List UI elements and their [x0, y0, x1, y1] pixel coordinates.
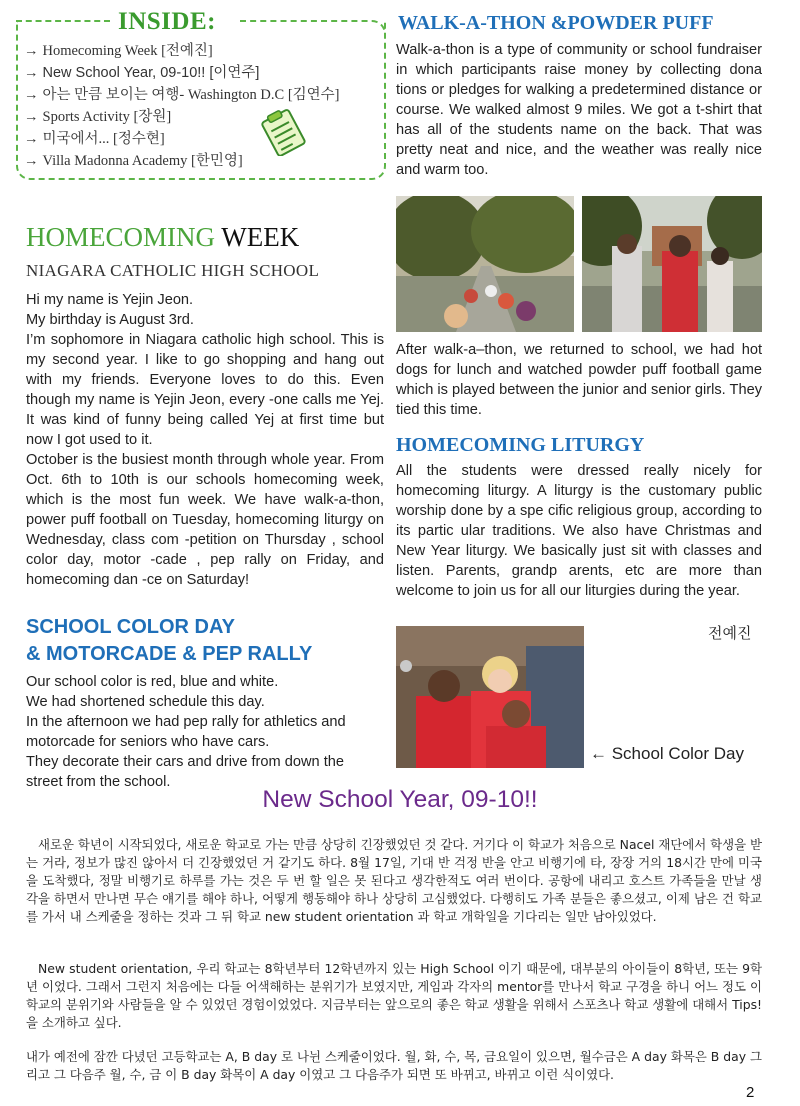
arrow-icon: → [24, 131, 39, 147]
arrow-icon: → [24, 65, 39, 81]
paragraph: Hi my name is Yejin Jeon. [26, 292, 194, 308]
school-name: NIAGARA CATHOLIC HIGH SCHOOL [26, 261, 320, 280]
paragraph: They decorate their cars and drive from down the street from the school. [26, 754, 344, 790]
arrow-icon: → [24, 43, 39, 59]
inside-item[interactable]: → New School Year, 09-10!! [이연주] [24, 65, 260, 81]
korean-paragraph: New student orientation, 우리 학교는 8학년부터 12학년까지 있는 High School 이기 때문에, 대부분의 아이들이 8학년, 또는 9학년 이었다. 그래서 그런지 처음에는 다들 어색해하는 분위기가 보였지만, 게임과 각자의 mentor를 만나서 학교 구경을 하니 어느 정도 이학교의 분위기와 사람들을 알 수 있었던 경험이었었다. 지금부터는 앞으로의 좋은 학교 생활을 위해서 스포츠나 학교 생활에 대해서 Tips! 을 소개하고 싶다. [26, 961, 762, 1030]
korean-paragraph: 새로운 학년이 시작되었다, 새로운 학교로 가는 만큼 상당히 긴장했었던 것 같다. 거기다 이 학교가 처음으로 Nacel 재단에서 학생을 받는 거라, 정보가 많진 않아서 더 긴장했었던 거 같기도 하다. 8월 17일, 기대 반 걱정 반을 안고 비행기에 타, 장장 거의 18시간 만에 미국을 도착했다, 정말 비행기로 하루를 가는 것은 두 번 할 일은 못 된다고 생각한적도 여러 번이다. 공항에 내리고 호스트 가족들을 만날 생각을 하면서 만나면 무슨 얘기를 해야 하나, 어떻게 행동해야 하나 상당히 고심했었다. 다행히도 가족 분들은 좋으셨고, 이제 남은 건 학교를 가서 내 스케줄을 정하는 것과 그 뒤 학교 new student orientation 과 학교 개학일을 기다리는 일만 남아있었다. [26, 837, 762, 924]
paragraph: In the afternoon we had pep rally for athletics and motorcade for seniors who have cars. [26, 714, 346, 750]
arrow-icon: → [24, 109, 39, 125]
paragraph: We had shortened schedule this day. [26, 694, 265, 710]
arrow-icon: → [24, 87, 39, 103]
powderpuff-text: After walk-a–thon, we returned to school, we had hot dogs for lunch and watched powder puff football game which is played between the junior and senior girls. They tied this time. [396, 342, 762, 418]
color-day-heading: SCHOOL COLOR DAY & MOTORCADE & PEP RALLY [26, 616, 313, 665]
inside-item[interactable]: → Sports Activity [장원] [24, 109, 172, 125]
author-signature: 전예진 [708, 625, 752, 642]
color-day-photo[interactable] [396, 626, 584, 768]
inside-item[interactable]: → 아는 만큼 보이는 여행- Washington D.C [김연수] [24, 87, 340, 103]
liturgy-text: All the students were dressed really nicely for homecoming liturgy. A liturgy is the customary public worship done by a spe cific religious group, according to its partic ular traditions. We also have Christmas and New Year liturgy. We basically just sit with classes and listen. Parents, grandp arents, etc are more than welcome to join us for all our liturgies during the year. [396, 463, 762, 599]
korean-paragraph: 내가 예전에 잠깐 다녔던 고등학교는 A, B day 로 나뉜 스케줄이었다. 월, 화, 수, 목, 금요일이 있으면, 월수금은 A day 화목은 B day 그리고 그 다음주 월, 수, 금 이 B day 화목이 A day 이였고 그 다음주가 되면 또 바뀌고, 바뀌고 이런 식이였다. [26, 1049, 762, 1082]
walkathon-photo-1[interactable] [396, 196, 574, 332]
liturgy-heading: HOMECOMING LITURGY [396, 434, 645, 456]
walkathon-text: Walk-a-thon is a type of community or school fundraiser in which participants raise money by collecting dona tions or pledges for walking a predetermined distance or course. We walked almost 9 miles. We got a t-shirt that has all of the students name on the back. That was pretty neat and nice, and the weather was really nice and warm too. [396, 42, 762, 178]
walkathon-photo-2[interactable] [582, 196, 762, 332]
photo-caption: ← School Color Day [590, 744, 745, 763]
walkathon-heading: WALK-A-THON &POWDER PUFF [398, 12, 714, 34]
inside-item[interactable]: → Villa Madonna Academy [한민영] [24, 153, 243, 169]
paragraph: Our school color is red, blue and white. [26, 674, 279, 690]
inside-border-left [16, 20, 110, 22]
color-day-text [26, 672, 384, 792]
page-number: 2 [746, 1084, 755, 1101]
clipboard-icon [258, 108, 308, 156]
paragraph: My birthday is August 3rd. [26, 312, 194, 328]
paragraph: I’m sophomore in Niagara catholic high school. This is my second year. I like to go shopping and hang out with my friends. Everyone loves to do this. Even though my name is Yejin Jeon, every -one calls me Yej. It was kind of funny being called Yej at first time but now I got used to it. [26, 332, 384, 448]
homecoming-text [26, 290, 384, 590]
inside-border-right [240, 20, 386, 36]
paragraph: October is the busiest month through whole year. From Oct. 6th to 10th is our schools homecoming week, which is the most fun week. We have walk-a-thon, power puff football on Tuesday, homecoming liturgy on Wednesday, class com -petition on Thursday , school color day, motor -cade , pep rally on Friday, and homecoming dan -ce on Saturday! [26, 452, 384, 588]
new-school-year-heading: New School Year, 09-10!! [262, 786, 538, 813]
inside-item[interactable]: → 미국에서... [정수현] [24, 131, 165, 147]
arrow-icon: → [24, 153, 39, 169]
inside-title: INSIDE: [110, 8, 224, 36]
homecoming-heading: HOMECOMING WEEK [26, 222, 300, 252]
inside-item[interactable]: → Homecoming Week [전예진] [24, 43, 213, 59]
